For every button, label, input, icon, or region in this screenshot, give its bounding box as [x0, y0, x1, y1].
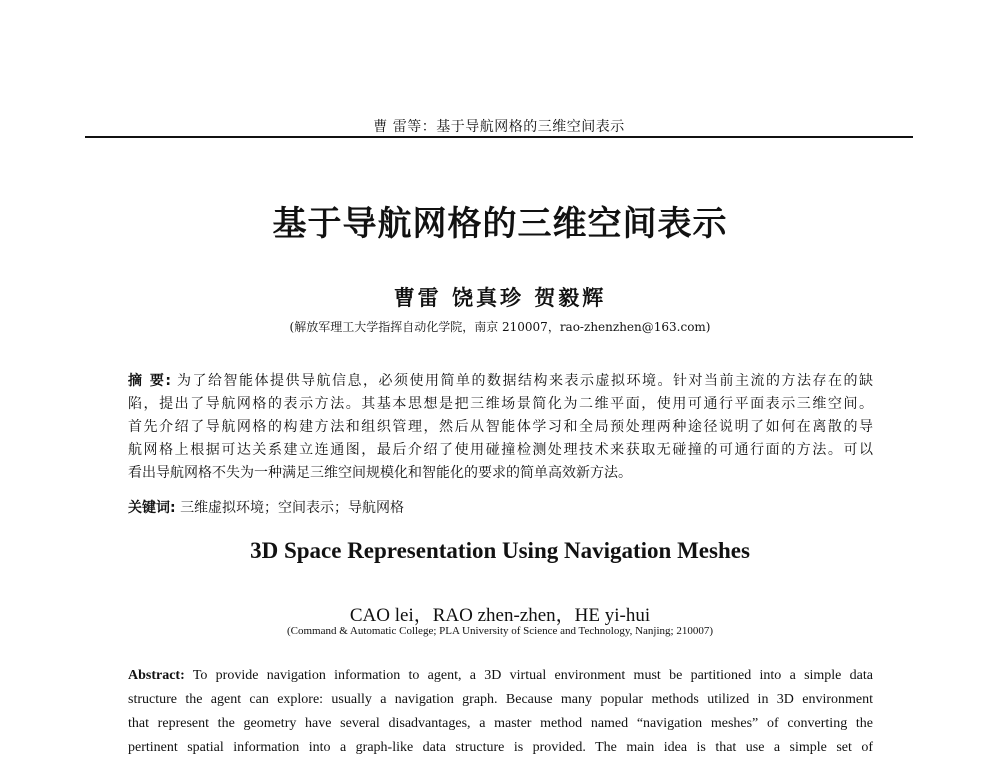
- abstract-cn-line-4: 航网格上根据可达关系建立连通图，最后介绍了使用碰撞检测处理技术来获取无碰撞的可通行面的方法。可以: [128, 442, 873, 458]
- header-rule: [85, 136, 913, 138]
- abstract-cn: [128, 370, 873, 485]
- abstract-en-line-4: pertinent spatial information into a graph-like data structure is provided. The main idea is that use a simple set of: [128, 740, 873, 755]
- keywords-cn-label: 关键词:: [128, 500, 176, 516]
- keywords-cn-text: 三维虚拟环境；空间表示；导航网格: [180, 500, 405, 516]
- abstract-en-line-1: Abstract: To provide navigation information to agent, a 3D virtual environment must be partitioned into a simple data: [128, 668, 874, 683]
- abstract-en-line-2: structure the agent can explore: usually a navigation graph. Because many popular methods utilized in 3D environment: [128, 692, 873, 707]
- abstract-cn-line-5: 看出导航网格不失为一种满足三维空间规模化和智能化的要求的简单高效新方法。: [128, 465, 632, 481]
- authors-en: CAO lei，RAO zhen-zhen，HE yi-hui: [349, 605, 651, 626]
- abstract-cn-line-1: 摘 要: 为了给智能体提供导航信息，必须使用简单的数据结构来表示虚拟环境。针对当前主流的方法存在的缺: [128, 373, 873, 389]
- abstract-en-label: Abstract:: [128, 668, 185, 683]
- authors-cn: 曹雷 饶真珍 贺毅辉: [393, 285, 607, 310]
- abstract-cn-label: 摘 要:: [128, 373, 171, 389]
- abstract-en-line-3: that represent the geometry have several disadvantages, a master method named “navigation meshes” of converting the: [128, 716, 873, 731]
- abstract-en: [128, 664, 873, 760]
- abstract-cn-line-2: 陷，提出了导航网格的表示方法。其基本思想是把三维场景简化为二维平面，使用可通行平面表示三维空间。: [128, 396, 873, 412]
- affiliation-en: (Command & Automatic College; PLA University of Science and Technology, Nanjing; 210007): [286, 625, 714, 637]
- paper-title-en: 3D Space Representation Using Navigation Meshes: [250, 538, 750, 563]
- paper-title-cn: 基于导航网格的三维空间表示: [272, 204, 728, 244]
- abstract-cn-line-3: 首先介绍了导航网格的构建方法和组织管理，然后从智能体学习和全局预处理两种途径说明了如何在离散的导: [128, 419, 873, 435]
- keywords-cn: [128, 497, 873, 517]
- running-header: 曹 雷等：基于导航网格的三维空间表示: [373, 119, 625, 135]
- affiliation-cn: (解放军理工大学指挥自动化学院，南京 210007，rao-zhenzhen@163.com): [289, 320, 711, 334]
